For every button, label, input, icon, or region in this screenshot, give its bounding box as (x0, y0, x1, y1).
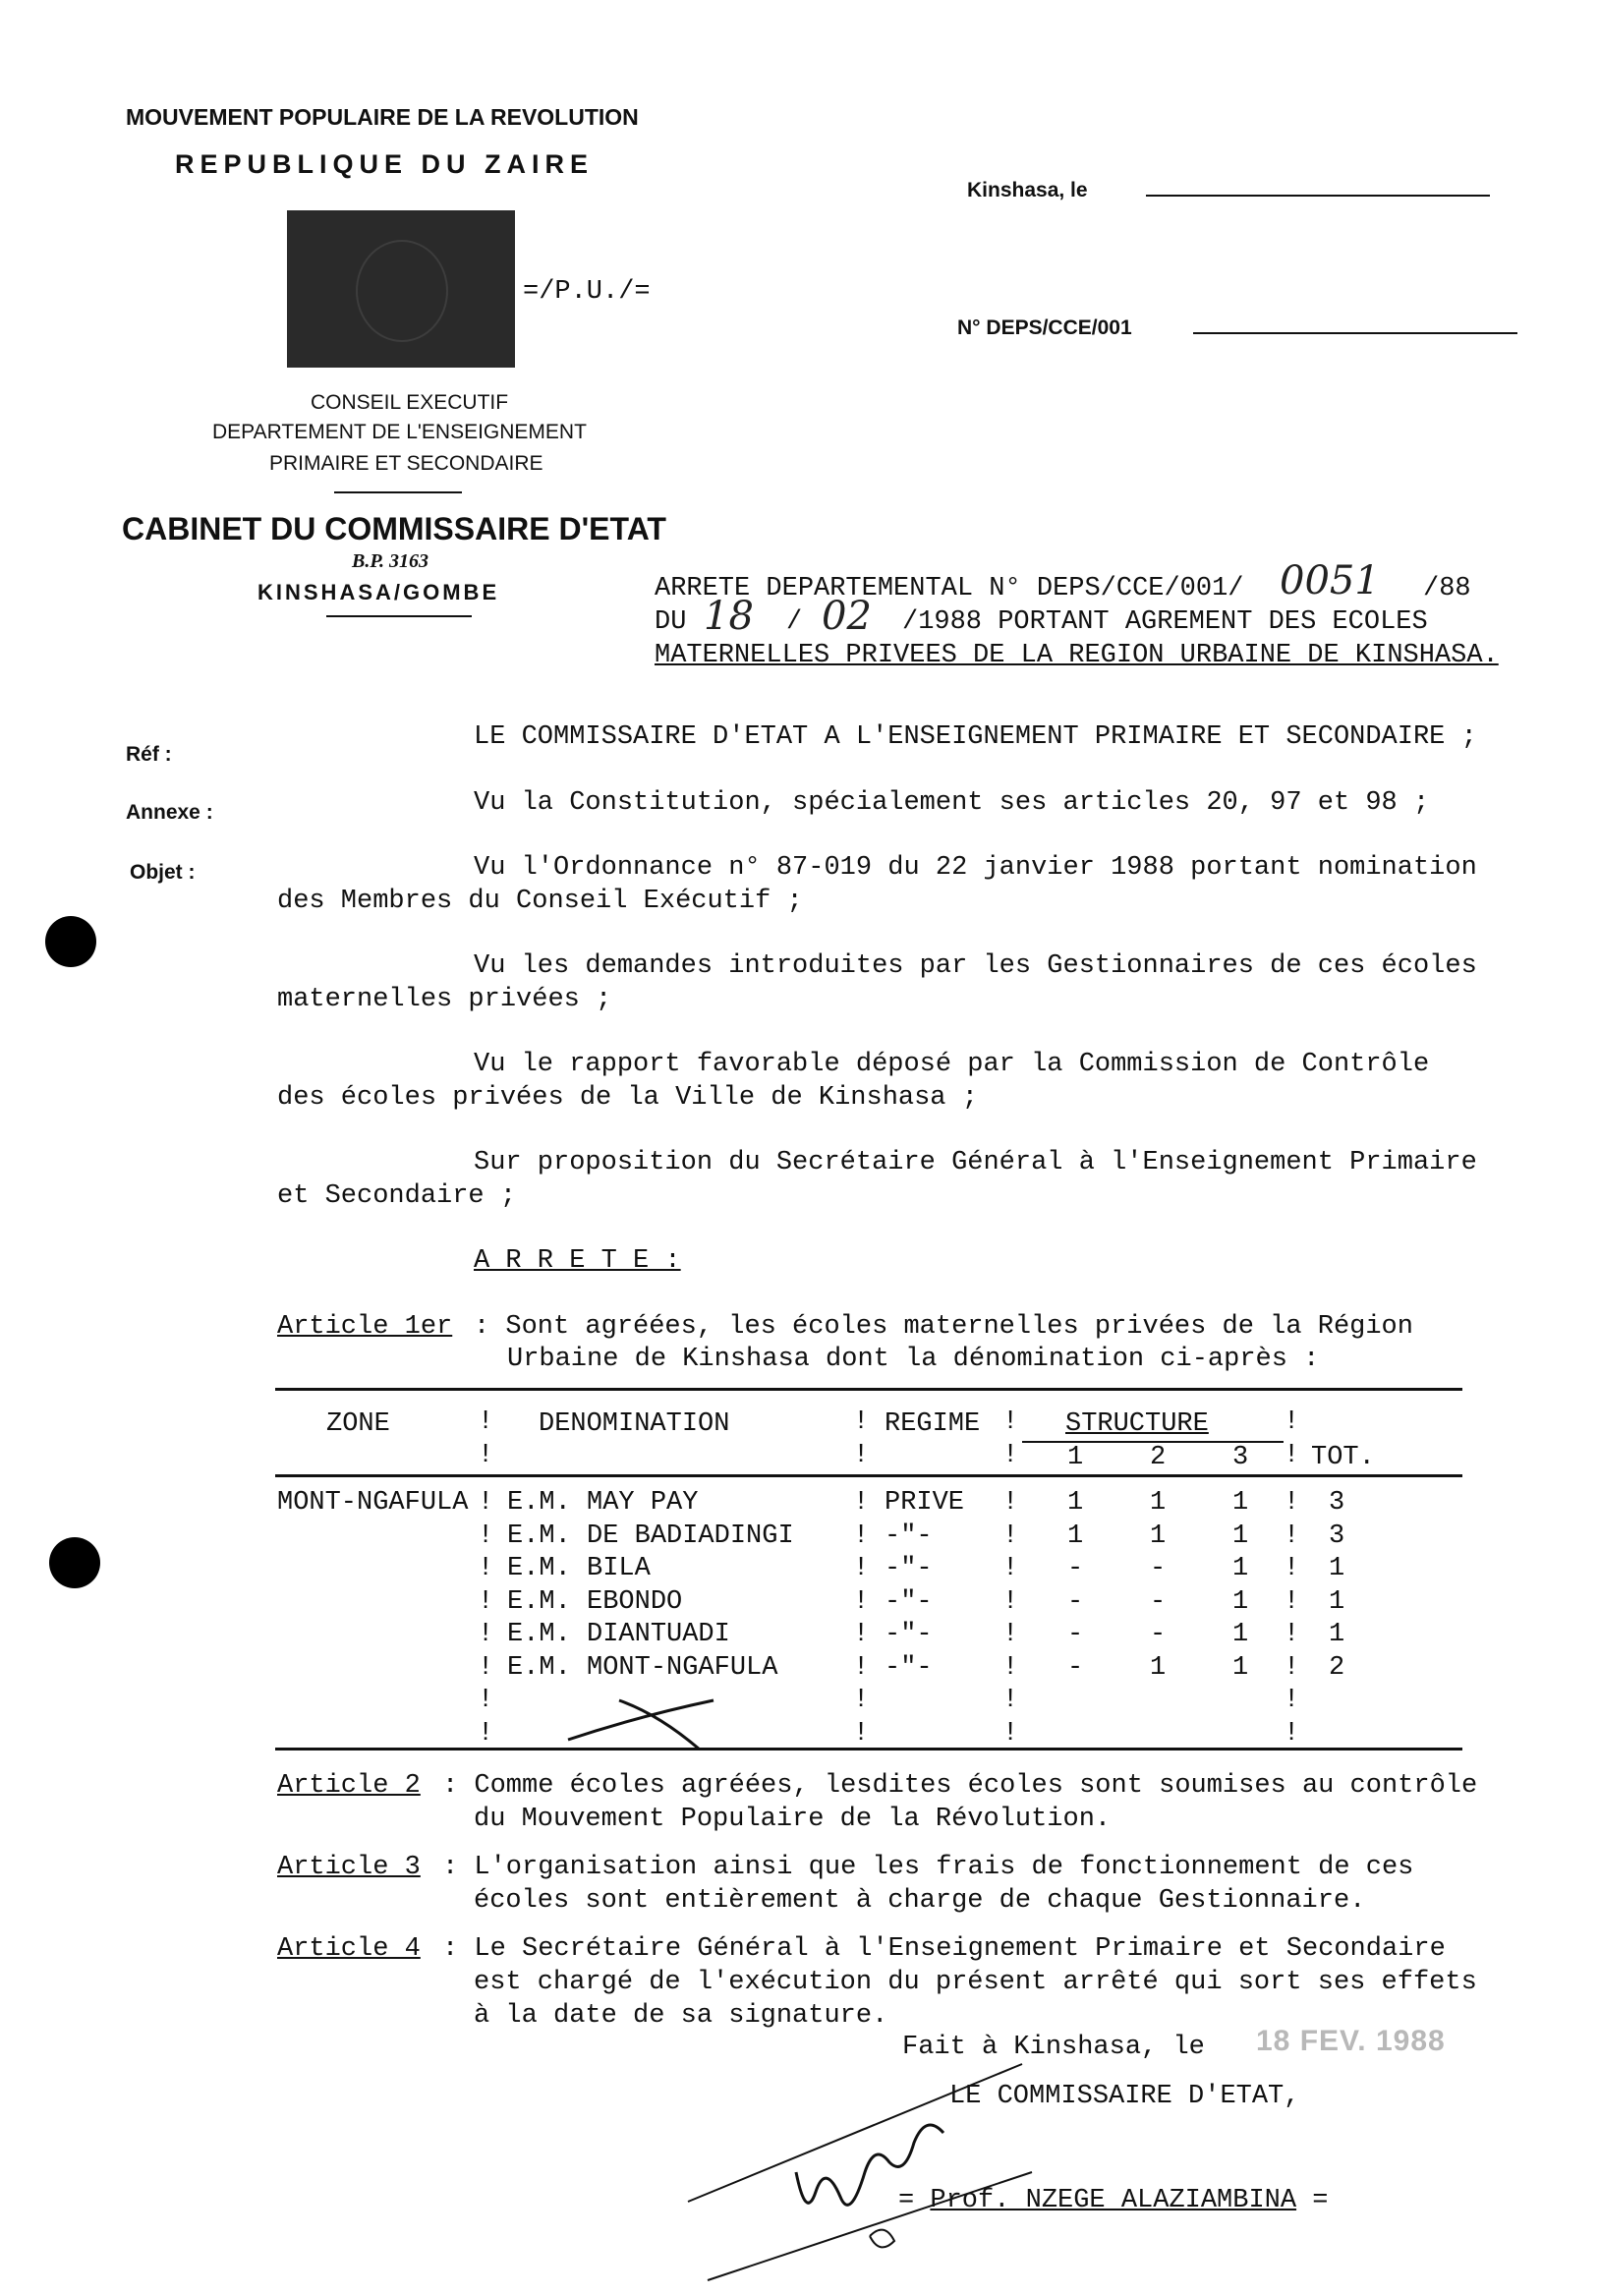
title-number: 0051 (1280, 558, 1380, 603)
structure-sub-rule (1022, 1441, 1284, 1443)
column-separator: ! (1002, 1718, 1019, 1749)
arrete-heading: A R R E T E : (474, 1246, 681, 1276)
cell-name: E.M. BILA (507, 1554, 651, 1583)
th-tot: TOT. (1311, 1443, 1375, 1472)
cell-name: E.M. DIANTUADI (507, 1620, 730, 1649)
annexe-side-label: Annexe : (126, 801, 213, 824)
article-3-label: Article 3 (277, 1853, 421, 1882)
article-3-line-2: écoles sont entièrement à charge de chaque Gestionnaire. (474, 1886, 1366, 1916)
cell-name: E.M. EBONDO (507, 1586, 683, 1617)
sur-proposition-1: Sur proposition du Secrétaire Général à l'Enseignement Primaire (474, 1148, 1477, 1177)
column-separator: ! (478, 1407, 494, 1437)
cabinet-title: CABINET DU COMMISSAIRE D'ETAT (122, 511, 666, 546)
cell-tot: 1 (1329, 1620, 1345, 1649)
column-separator: ! (1002, 1586, 1019, 1617)
column-separator: ! (853, 1407, 870, 1437)
cell-s3: 1 (1232, 1620, 1249, 1649)
pu-code: =/P.U./= (523, 277, 651, 307)
column-separator: ! (1284, 1441, 1300, 1470)
objet-side-label: Objet : (130, 861, 196, 884)
date-line (1146, 195, 1490, 197)
signatory-prefix: = (898, 2186, 915, 2215)
column-separator: ! (853, 1652, 870, 1683)
table-header-rule (275, 1474, 1462, 1477)
column-separator: ! (1002, 1488, 1019, 1518)
title-day: 18 (704, 594, 754, 639)
column-separator: ! (1284, 1718, 1300, 1749)
column-separator: ! (1284, 1521, 1300, 1551)
bp-label: B.P. 3163 (352, 550, 428, 572)
column-separator: ! (1002, 1620, 1019, 1649)
article-1-line-1: : Sont agréées, les écoles maternelles privées de la Région (474, 1312, 1413, 1342)
article-1-line-2: Urbaine de Kinshasa dont la dénomination ci-après : (507, 1345, 1320, 1374)
vu-rapport-1: Vu le rapport favorable déposé par la Commission de Contrôle (474, 1050, 1430, 1079)
column-separator: ! (853, 1521, 870, 1551)
vu-ordonnance-2: des Membres du Conseil Exécutif ; (277, 887, 803, 916)
cell-regime: -"- (885, 1652, 933, 1683)
column-separator: ! (1284, 1620, 1300, 1649)
title-line-2: /1988 PORTANT AGREMENT DES ECOLES (902, 607, 1428, 637)
level-underline (334, 491, 462, 493)
column-separator: ! (478, 1521, 494, 1551)
cell-regime: -"- (885, 1521, 933, 1551)
article-2-line-1: : Comme écoles agréées, lesdites écoles sont soumises au contrôle (442, 1771, 1478, 1801)
cell-s2: - (1150, 1586, 1167, 1617)
cell-s3: 1 (1232, 1488, 1249, 1518)
column-separator: ! (1002, 1652, 1019, 1683)
cell-regime: -"- (885, 1554, 933, 1583)
ref-number-label: N° DEPS/CCE/001 (957, 316, 1132, 339)
cancel-cross-mark (560, 1689, 727, 1753)
column-separator: ! (478, 1554, 494, 1583)
intro-text: LE COMMISSAIRE D'ETAT A L'ENSEIGNEMENT PRIMAIRE ET SECONDAIRE ; (474, 722, 1477, 752)
emblem-logo (287, 210, 515, 368)
title-line-3: MATERNELLES PRIVEES DE LA REGION URBAINE DE KINSHASA. (655, 641, 1499, 670)
cell-s3: 1 (1232, 1652, 1249, 1683)
article-2-line-2: du Mouvement Populaire de la Révolution. (474, 1805, 1112, 1834)
cell-s1: - (1067, 1620, 1084, 1649)
article-2-label: Article 2 (277, 1771, 421, 1801)
column-separator: ! (853, 1620, 870, 1649)
cell-s3: 1 (1232, 1586, 1249, 1617)
cell-name: E.M. MONT-NGAFULA (507, 1652, 778, 1683)
article-3-line-1: : L'organisation ainsi que les frais de fonctionnement de ces (442, 1853, 1414, 1882)
column-separator: ! (1284, 1407, 1300, 1437)
column-separator: ! (478, 1718, 494, 1749)
article-1-label: Article 1er (277, 1312, 453, 1342)
city-label: KINSHASA/GOMBE (257, 580, 500, 604)
th-s1: 1 (1067, 1443, 1084, 1472)
column-separator: ! (478, 1586, 494, 1617)
council-label: CONSEIL EXECUTIF (311, 391, 509, 414)
signatory-suffix: = (1312, 2186, 1329, 2215)
column-separator: ! (853, 1441, 870, 1470)
signature-mark (668, 2025, 1042, 2290)
table-top-rule (275, 1388, 1462, 1391)
cell-tot: 1 (1329, 1554, 1345, 1583)
th-regime: REGIME (885, 1409, 981, 1439)
cell-s1: - (1067, 1586, 1084, 1617)
cell-tot: 3 (1329, 1488, 1345, 1518)
column-separator: ! (853, 1686, 870, 1715)
column-separator: ! (1284, 1554, 1300, 1583)
article-4-line-1: : Le Secrétaire Général à l'Enseignement Primaire et Secondaire (442, 1934, 1446, 1964)
vu-demandes-2: maternelles privées ; (277, 985, 612, 1014)
column-separator: ! (478, 1620, 494, 1649)
fait-a-kinshasa: Fait à Kinshasa, le (902, 2033, 1205, 2062)
column-separator: ! (1284, 1586, 1300, 1617)
cell-s1: - (1067, 1554, 1084, 1583)
column-separator: ! (1002, 1686, 1019, 1715)
cell-s1: - (1067, 1652, 1084, 1683)
column-separator: ! (853, 1586, 870, 1617)
title-month: 02 (822, 594, 872, 639)
level-label: PRIMAIRE ET SECONDAIRE (269, 452, 543, 475)
article-4-line-2: est chargé de l'exécution du présent arrêté qui sort ses effets (474, 1968, 1477, 1997)
th-zone: ZONE (326, 1409, 390, 1439)
movement-title: MOUVEMENT POPULAIRE DE LA REVOLUTION (126, 104, 639, 130)
city-underline (326, 615, 472, 617)
vu-ordonnance-1: Vu l'Ordonnance n° 87-019 du 22 janvier 1988 portant nomination (474, 853, 1477, 883)
th-s2: 2 (1150, 1443, 1167, 1472)
table-bottom-rule (275, 1748, 1462, 1751)
punch-hole-bottom (49, 1537, 100, 1588)
cell-name: E.M. MAY PAY (507, 1488, 699, 1518)
cell-s3: 1 (1232, 1554, 1249, 1583)
title-year: /88 (1423, 574, 1471, 603)
cell-s2: - (1150, 1620, 1167, 1649)
cell-tot: 2 (1329, 1652, 1345, 1683)
ref-line (1193, 332, 1517, 334)
commissaire-title: LE COMMISSAIRE D'ETAT, (949, 2082, 1300, 2111)
column-separator: ! (1002, 1441, 1019, 1470)
title-du: DU (655, 607, 687, 637)
date-stamp: 18 FEV. 1988 (1256, 2025, 1446, 2057)
cell-tot: 3 (1329, 1521, 1345, 1551)
cell-s2: 1 (1150, 1488, 1167, 1518)
th-structure: STRUCTURE (1065, 1409, 1209, 1439)
vu-demandes-1: Vu les demandes introduites par les Gestionnaires de ces écoles (474, 951, 1477, 981)
column-separator: ! (478, 1652, 494, 1683)
article-4-label: Article 4 (277, 1934, 421, 1964)
title-slash: / (786, 607, 803, 637)
column-separator: ! (1284, 1686, 1300, 1715)
column-separator: ! (478, 1488, 494, 1518)
column-separator: ! (1284, 1652, 1300, 1683)
ref-side-label: Réf : (126, 743, 172, 766)
column-separator: ! (478, 1686, 494, 1715)
cell-s1: 1 (1067, 1488, 1084, 1518)
vu-constitution: Vu la Constitution, spécialement ses articles 20, 97 et 98 ; (474, 788, 1430, 818)
cell-name: E.M. DE BADIADINGI (507, 1521, 794, 1551)
zone-value: MONT-NGAFULA (277, 1488, 469, 1518)
th-denomination: DENOMINATION (539, 1409, 730, 1439)
cell-s2: 1 (1150, 1521, 1167, 1551)
article-4-line-3: à la date de sa signature. (474, 2001, 888, 2031)
punch-hole-top (45, 916, 96, 967)
place-label: Kinshasa, le (967, 179, 1088, 201)
republic-title: REPUBLIQUE DU ZAIRE (175, 149, 595, 179)
signatory-name: Prof. NZEGE ALAZIAMBINA (930, 2186, 1297, 2215)
cell-regime: PRIVE (885, 1488, 965, 1518)
cell-s3: 1 (1232, 1521, 1249, 1551)
cell-s2: - (1150, 1554, 1167, 1583)
column-separator: ! (478, 1441, 494, 1470)
signatory-line (898, 2184, 1328, 2217)
column-separator: ! (1002, 1554, 1019, 1583)
cell-regime: -"- (885, 1586, 933, 1617)
column-separator: ! (853, 1554, 870, 1583)
sur-proposition-2: et Secondaire ; (277, 1181, 517, 1211)
th-s3: 3 (1232, 1443, 1249, 1472)
cell-s2: 1 (1150, 1652, 1167, 1683)
vu-rapport-2: des écoles privées de la Ville de Kinshasa ; (277, 1083, 978, 1113)
department-label: DEPARTEMENT DE L'ENSEIGNEMENT (212, 421, 587, 443)
column-separator: ! (853, 1718, 870, 1749)
cell-s1: 1 (1067, 1521, 1084, 1551)
column-separator: ! (1284, 1488, 1300, 1518)
cell-regime: -"- (885, 1620, 933, 1649)
column-separator: ! (1002, 1521, 1019, 1551)
column-separator: ! (1002, 1407, 1019, 1437)
column-separator: ! (853, 1488, 870, 1518)
cell-tot: 1 (1329, 1586, 1345, 1617)
title-prefix: ARRETE DEPARTEMENTAL N° DEPS/CCE/001/ (655, 574, 1244, 603)
